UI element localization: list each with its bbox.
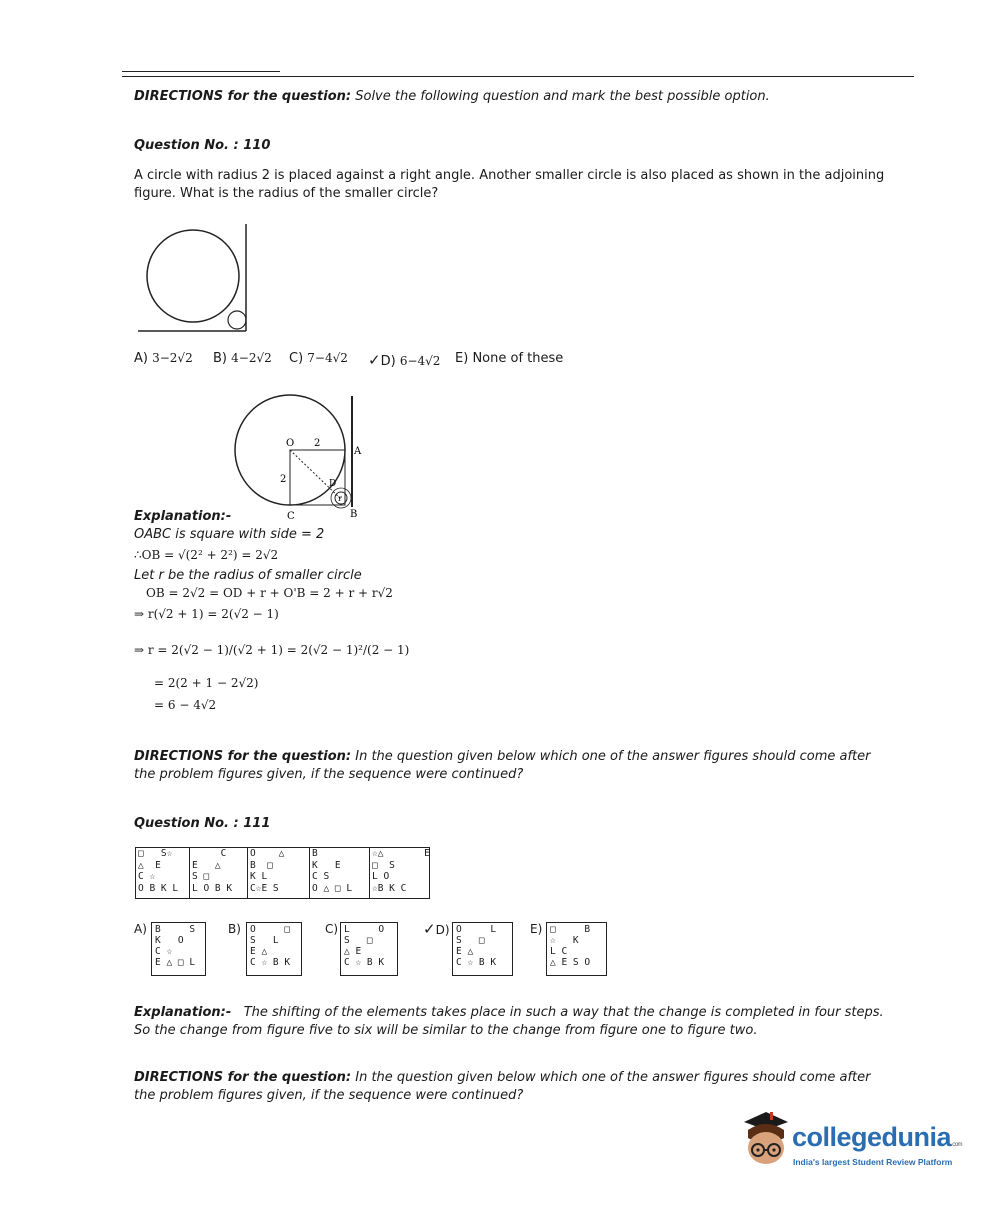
label-a: A xyxy=(354,446,362,457)
problem-figure-6: E xyxy=(424,848,430,859)
explanation-110-line1: OABC is square with side = 2 xyxy=(134,527,325,542)
label-o: O xyxy=(286,438,295,449)
option-d[interactable]: ✓D) 6−4√2 xyxy=(368,351,441,369)
question-110-text: A circle with radius 2 is placed against a right angle. Another smaller circle is also placed as shown in the adjoining figure. What is the radius of the smaller circle? xyxy=(134,168,885,201)
option-b[interactable]: B) 4−2√2 xyxy=(213,351,272,366)
check-icon: ✓ xyxy=(368,351,381,369)
brand-tagline: India's largest Student Review Platform xyxy=(793,1157,953,1167)
check-icon: ✓ xyxy=(423,920,436,938)
label-r: r xyxy=(338,494,342,503)
label-2-left: 2 xyxy=(280,474,287,485)
option-a[interactable]: A) 3−2√2 xyxy=(134,351,193,366)
problem-figure-5: ☆△ □ S L O ☆B K C xyxy=(372,848,407,894)
question-110-number: Question No. : 110 xyxy=(134,138,271,153)
question-111-number: Question No. : 111 xyxy=(134,816,271,831)
answer-figure-a[interactable]: B S K O C ☆ E △ □ L xyxy=(151,922,206,976)
header-long-rule xyxy=(122,76,914,77)
option-c[interactable]: C) 7−4√2 xyxy=(289,351,348,366)
explanation-110-line4: OB = 2√2 = OD + r + O'B = 2 + r + r√2 xyxy=(146,586,393,600)
answer-figure-c[interactable]: L O S □ △ E C ☆ B K xyxy=(340,922,398,976)
explanation-110-line3: Let r be the radius of smaller circle xyxy=(134,568,362,583)
answer-e-label: E) xyxy=(530,922,543,936)
answer-c-label: C) xyxy=(325,922,339,936)
label-b: B xyxy=(350,509,358,520)
directions-1-label: DIRECTIONS for the question: xyxy=(134,89,352,104)
label-d: D xyxy=(329,479,337,489)
answer-d-label: ✓D) xyxy=(423,920,450,938)
option-e[interactable]: E) None of these xyxy=(455,351,564,366)
answer-figure-d[interactable]: O L S □ E △ C ☆ B K xyxy=(452,922,513,976)
answer-b-label: B) xyxy=(228,922,241,936)
label-c: C xyxy=(287,511,295,522)
directions-1 xyxy=(134,88,914,106)
brand-name[interactable]: collegedunia.com xyxy=(792,1122,963,1152)
problem-figure-1: □ S☆ △ E C ☆ O B K L xyxy=(136,847,190,899)
explanation-110-line8: = 6 − 4√2 xyxy=(154,698,217,712)
question-110-figure xyxy=(136,222,252,334)
answer-figure-b[interactable]: O □ S L E △ C ☆ B K xyxy=(246,922,302,976)
answer-figure-e[interactable]: □ B ☆ K L C △ E S O xyxy=(546,922,607,976)
directions-1-text: Solve the following question and mark the best possible option. xyxy=(355,89,770,104)
explanation-111: Explanation:- The shifting of the elements takes place in such a way that the change is completed in four steps. So the change from figure five to six will be similar to the change from figure one to figure two. xyxy=(134,1005,884,1038)
problem-figure-4: B K E C S O △ □ L xyxy=(310,847,370,899)
problem-figure-2: C E △ S □ L O B K xyxy=(190,847,248,899)
explanation-110-line6: ⇒ r = 2(√2 − 1)/(√2 + 1) = 2(√2 − 1)²/(2 − 1) xyxy=(134,643,410,657)
directions-3: DIRECTIONS for the question: In the question given below which one of the answer figures should come after the problem figures given, if the sequence were continued? xyxy=(134,1070,871,1103)
answer-a-label: A) xyxy=(134,922,147,936)
explanation-110-label: Explanation:- xyxy=(134,509,232,524)
explanation-110-line2: ∴OB = √(2² + 2²) = 2√2 xyxy=(134,548,279,562)
label-2-top: 2 xyxy=(314,438,321,449)
header-short-rule xyxy=(122,71,280,72)
directions-2: DIRECTIONS for the question: In the question given below which one of the answer figures should come after the problem figures given, if the sequence were continued? xyxy=(134,749,871,782)
question-110-explanation-figure xyxy=(228,390,368,522)
explanation-110-line7: = 2(2 + 1 − 2√2) xyxy=(154,676,259,690)
problem-figure-3: O △ B □ K L C☆E S xyxy=(248,847,310,899)
mascot-icon xyxy=(738,1108,794,1172)
explanation-110-line5: ⇒ r(√2 + 1) = 2(√2 − 1) xyxy=(134,607,279,621)
